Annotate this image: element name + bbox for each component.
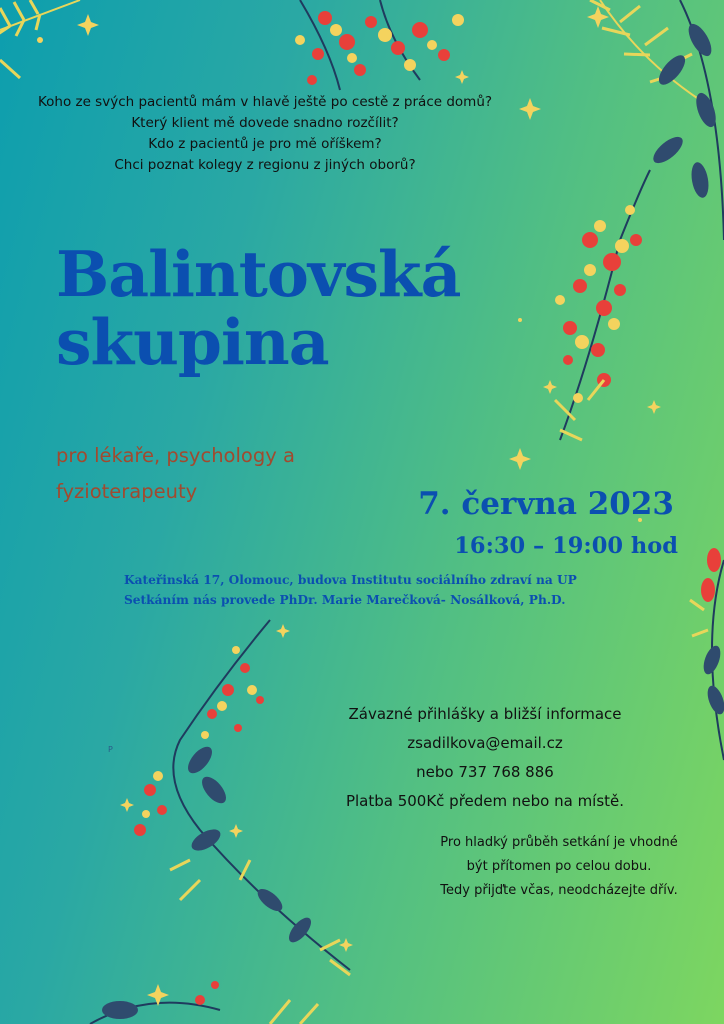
question-line: Chci poznat kolegy z regionu z jiných oborů?: [114, 157, 416, 173]
bottom-center-leaves-icon: [90, 981, 318, 1024]
registration-line: Závazné přihlášky a bližší informace: [348, 705, 622, 723]
questions-block: [0, 92, 530, 176]
question-line: Kdo z pacientů je pro mě oříškem?: [148, 136, 382, 152]
attendance-note: [400, 831, 718, 903]
contact-block: [285, 700, 685, 816]
title-line-2: skupina: [56, 305, 329, 379]
title-line-1: Balintovská: [56, 237, 461, 311]
stray-mark: P: [108, 745, 113, 754]
event-date: 7. června 2023: [418, 486, 674, 522]
question-line: Koho ze svých pacientů mám v hlavě ještě po cestě z práce domů?: [37, 94, 493, 110]
payment-line: Platba 500Kč předem nebo na místě.: [345, 792, 625, 810]
event-info: [124, 570, 577, 610]
venue-line: Kateřinská 17, Olomouc, budova Institutu sociálního zdraví na UP: [124, 573, 577, 587]
note-line: být přítomen po celou dobu.: [466, 859, 652, 874]
contact-email[interactable]: zsadilkova@email.cz: [407, 734, 563, 752]
question-line: Který klient mě dovede snadno rozčílit?: [131, 115, 399, 131]
contact-phone: nebo 737 768 886: [416, 763, 554, 781]
audience-subtitle: pro lékaře, psychology a fyzioterapeuty: [56, 444, 295, 503]
host-line: Setkáním nás provede PhDr. Marie Marečková- Nosálková, Ph.D.: [124, 593, 566, 607]
note-line: Pro hladký průběh setkání je vhodné: [440, 835, 678, 850]
event-time: 16:30 – 19:00 hod: [454, 533, 678, 559]
right-berry-spray-icon: [555, 170, 650, 440]
poster-title: [56, 237, 461, 379]
top-right-fern-icon: [590, 0, 724, 240]
top-center-berries-icon: [295, 0, 464, 90]
mid-right-leaves-icon: [690, 548, 724, 760]
note-line: Tedy přijďte včas, neodcházejte dřív.: [440, 883, 678, 898]
